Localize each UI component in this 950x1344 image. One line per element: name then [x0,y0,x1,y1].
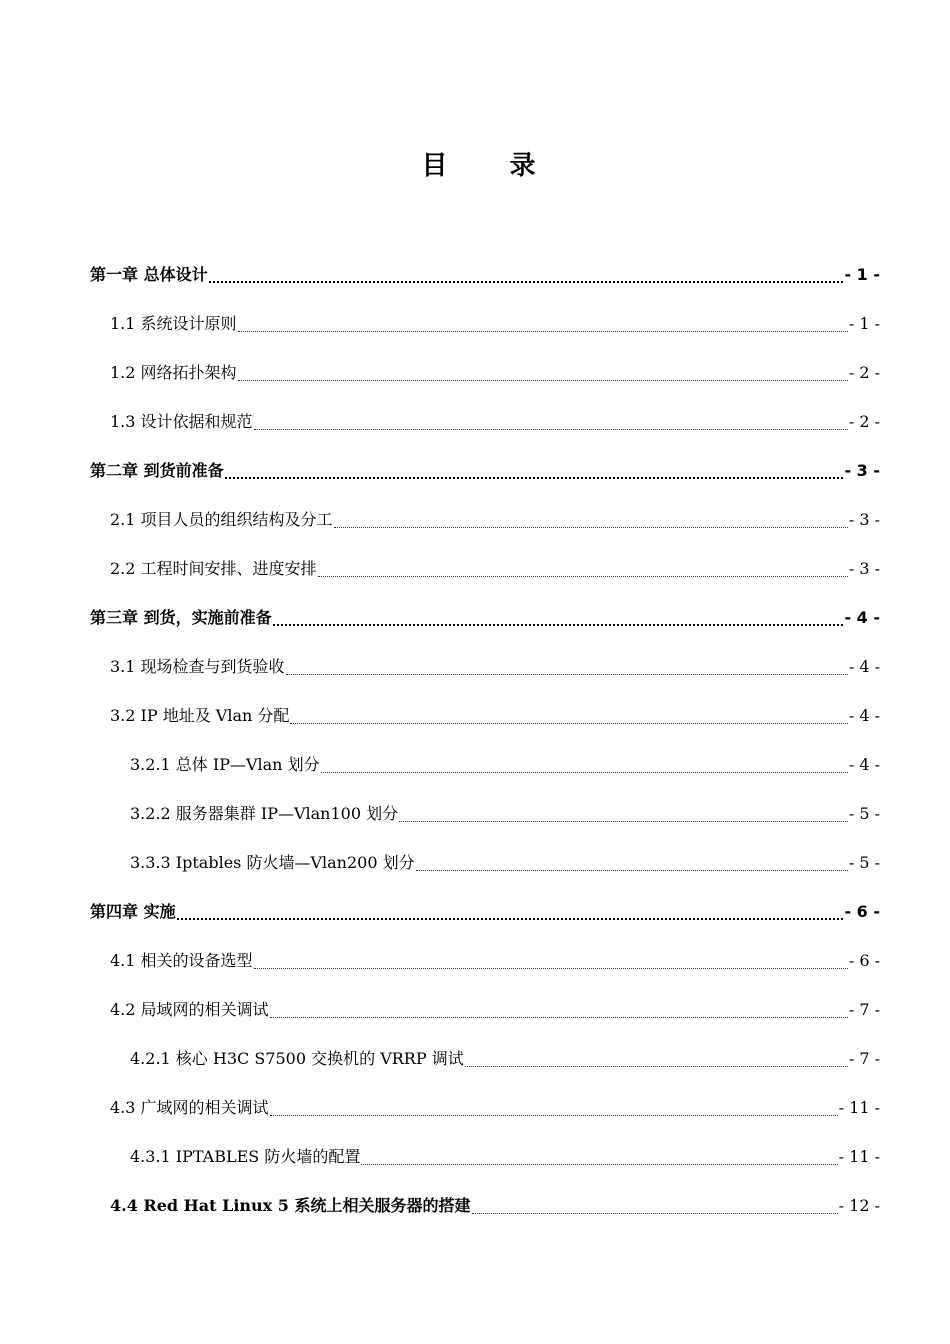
toc-entry-page: - 4 - [848,657,880,676]
toc-entry-label: 4.4 Red Hat Linux 5 系统上相关服务器的搭建 [110,1196,471,1215]
toc-entry-4-1[interactable] [110,948,880,974]
toc-entry-label: 3.2.1 总体 IP—Vlan 划分 [130,755,320,774]
toc-leader-dots [254,955,848,969]
toc-entry-page: - 2 - [848,363,880,382]
toc-entry-chapter-3[interactable] [90,605,880,631]
toc-entry-chapter-4[interactable] [90,899,880,925]
toc-leader-dots [399,808,848,822]
toc-entry-page: - 4 - [848,706,880,725]
toc-leader-dots [318,563,848,577]
toc-leader-dots [334,514,848,528]
toc-entry-page: - 7 - [848,1049,880,1068]
toc-entry-page: - 3 - [848,559,880,578]
toc-leader-dots [273,612,844,626]
toc-leader-dots [472,1200,838,1214]
page-title: 目 录 [421,151,554,181]
toc-entry-4-2[interactable] [110,997,880,1023]
toc-entry-4-3[interactable] [110,1095,880,1121]
toc-leader-dots [209,269,844,283]
toc-entry-1-2[interactable] [110,360,880,386]
toc-entry-1-1[interactable] [110,311,880,337]
toc-entry-3-2-2[interactable] [130,801,880,827]
toc-entry-page: - 4 - [848,755,880,774]
toc-entry-label: 1.3 设计依据和规范 [110,412,253,431]
toc-entry-label: 3.2.2 服务器集群 IP—Vlan100 划分 [130,804,399,823]
toc-leader-dots [225,465,844,479]
toc-entry-label: 4.3.1 IPTABLES 防火墙的配置 [130,1147,361,1166]
toc-entry-page: - 3 - [844,461,880,480]
toc-entry-label: 3.2 IP 地址及 Vlan 分配 [110,706,290,725]
toc-entry-page: - 12 - [838,1196,880,1215]
toc-leader-dots [238,367,848,381]
toc-entry-label: 4.2 局域网的相关调试 [110,1000,269,1019]
toc-entry-page: - 5 - [848,804,880,823]
toc-leader-dots [465,1053,848,1067]
toc-entry-page: - 1 - [848,314,880,333]
toc-entry-1-3[interactable] [110,409,880,435]
toc-entry-4-4[interactable] [110,1193,880,1219]
toc-entry-page: - 5 - [848,853,880,872]
toc-entry-chapter-2[interactable] [90,458,880,484]
toc-entry-page: - 11 - [838,1147,880,1166]
toc-entry-label: 4.1 相关的设备选型 [110,951,253,970]
toc-entry-page: - 6 - [844,902,880,921]
toc-entry-chapter-1[interactable] [90,262,880,288]
toc-entry-label: 2.1 项目人员的组织结构及分工 [110,510,333,529]
toc-leader-dots [321,759,848,773]
toc-entry-label: 4.3 广域网的相关调试 [110,1098,269,1117]
toc-leader-dots [286,661,848,675]
toc-entry-4-2-1[interactable] [130,1046,880,1072]
toc-entry-label: 2.2 工程时间安排、进度安排 [110,559,317,578]
toc-entry-label: 1.1 系统设计原则 [110,314,237,333]
toc-entry-page: - 11 - [838,1098,880,1117]
toc-entry-page: - 3 - [848,510,880,529]
toc-entry-3-2-1[interactable] [130,752,880,778]
toc-leader-dots [416,857,848,871]
toc-entry-label: 1.2 网络拓扑架构 [110,363,237,382]
toc-entry-page: - 2 - [848,412,880,431]
toc-entry-label: 第一章 总体设计 [90,265,208,284]
toc-leader-dots [177,906,844,920]
toc-entry-2-1[interactable] [110,507,880,533]
toc-entry-label: 第二章 到货前准备 [90,461,224,480]
toc-entry-label: 4.2.1 核心 H3C S7500 交换机的 VRRP 调试 [130,1049,464,1068]
toc-leader-dots [254,416,848,430]
toc-leader-dots [290,710,847,724]
toc-entry-page: - 1 - [844,265,880,284]
toc-entry-3-3-3[interactable] [130,850,880,876]
toc-entry-page: - 7 - [848,1000,880,1019]
toc-leader-dots [270,1102,838,1116]
toc-entry-label: 第三章 到货，实施前准备 [90,608,272,627]
toc-leader-dots [361,1151,837,1165]
toc-entry-label: 3.1 现场检查与到货验收 [110,657,285,676]
toc-entry-label: 第四章 实施 [90,902,176,921]
toc-leader-dots [238,318,848,332]
toc-entry-3-1[interactable] [110,654,880,680]
toc-entry-2-2[interactable] [110,556,880,582]
toc-entry-4-3-1[interactable] [130,1144,880,1170]
toc-entry-3-2[interactable] [110,703,880,729]
toc-leader-dots [270,1004,848,1018]
toc-entry-label: 3.3.3 Iptables 防火墙—Vlan200 划分 [130,853,415,872]
toc-entry-page: - 6 - [848,951,880,970]
toc-entry-page: - 4 - [844,608,880,627]
